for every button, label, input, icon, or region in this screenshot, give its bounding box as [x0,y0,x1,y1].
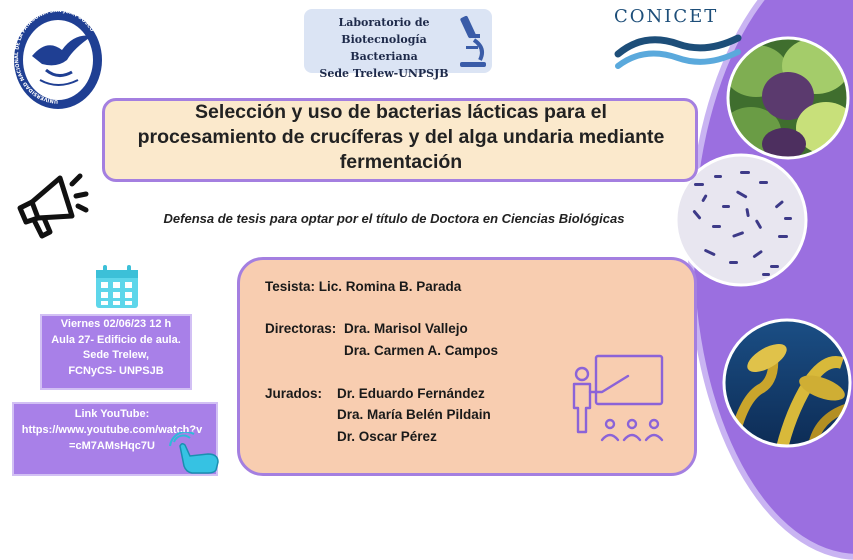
lab-name-line: Sede Trelew-UNPSJB [319,67,449,80]
jurado-name: Dr. Oscar Pérez [337,429,437,444]
presenter-board-icon [566,352,666,444]
event-faculty: FCNyCS- UNPSJB [68,364,164,377]
thesis-title [112,100,690,175]
lab-name-line: Biotecnología Bacteriana [341,33,427,63]
seaweed-photo [722,318,852,448]
university-seal-logo [12,8,104,112]
event-details [42,317,190,379]
directora-name: Dra. Marisol Vallejo [344,321,468,336]
thesis-title-line: procesamiento de crucíferas y del alga undaria mediante [137,126,665,148]
conicet-logo-waves [614,30,742,74]
pointing-hand-icon [168,432,224,474]
thesis-title-line: Selección y uso de bacterias lácticas para el [195,101,607,123]
megaphone-icon [12,164,90,242]
lab-name-line: Laboratorio de [338,16,430,29]
svg-text:UNIVERSIDAD NACIONAL DE LA PAT: UNIVERSIDAD NACIONAL DE LA PATAGONIA SAN JUAN BOSCO [14,8,95,105]
event-site: Sede Trelew, [82,349,150,361]
tesista: Tesista: Lic. Romina B. Parada [265,279,462,294]
jurado-name: Dra. María Belén Pildain [337,407,491,422]
jurado-name: Dr. Eduardo Fernández [337,386,485,401]
thesis-title-line: fermentación [339,151,463,173]
lab-name [310,14,458,82]
microscope-icon [456,14,488,70]
directoras-label: Directoras: [265,321,337,336]
jurados-label: Jurados: [265,386,323,401]
youtube-label: Link YouTube: [74,408,150,420]
cabbage-photo [726,36,850,160]
event-date-time: Viernes 02/06/23 12 h [60,318,172,330]
youtube-url-part[interactable]: =cM7AMsHqc7U [69,440,155,452]
subtitle: Defensa de tesis para optar por el título de Doctora en Ciencias Biológicas [163,211,625,226]
event-room: Aula 27- Edificio de aula. [51,333,181,346]
youtube-url-part[interactable]: https://www.youtube.com/watch?v [21,424,203,436]
calendar-icon [94,264,140,310]
directora-name: Dra. Carmen A. Campos [344,343,499,358]
conicet-logo-text: CONICET [614,6,719,27]
